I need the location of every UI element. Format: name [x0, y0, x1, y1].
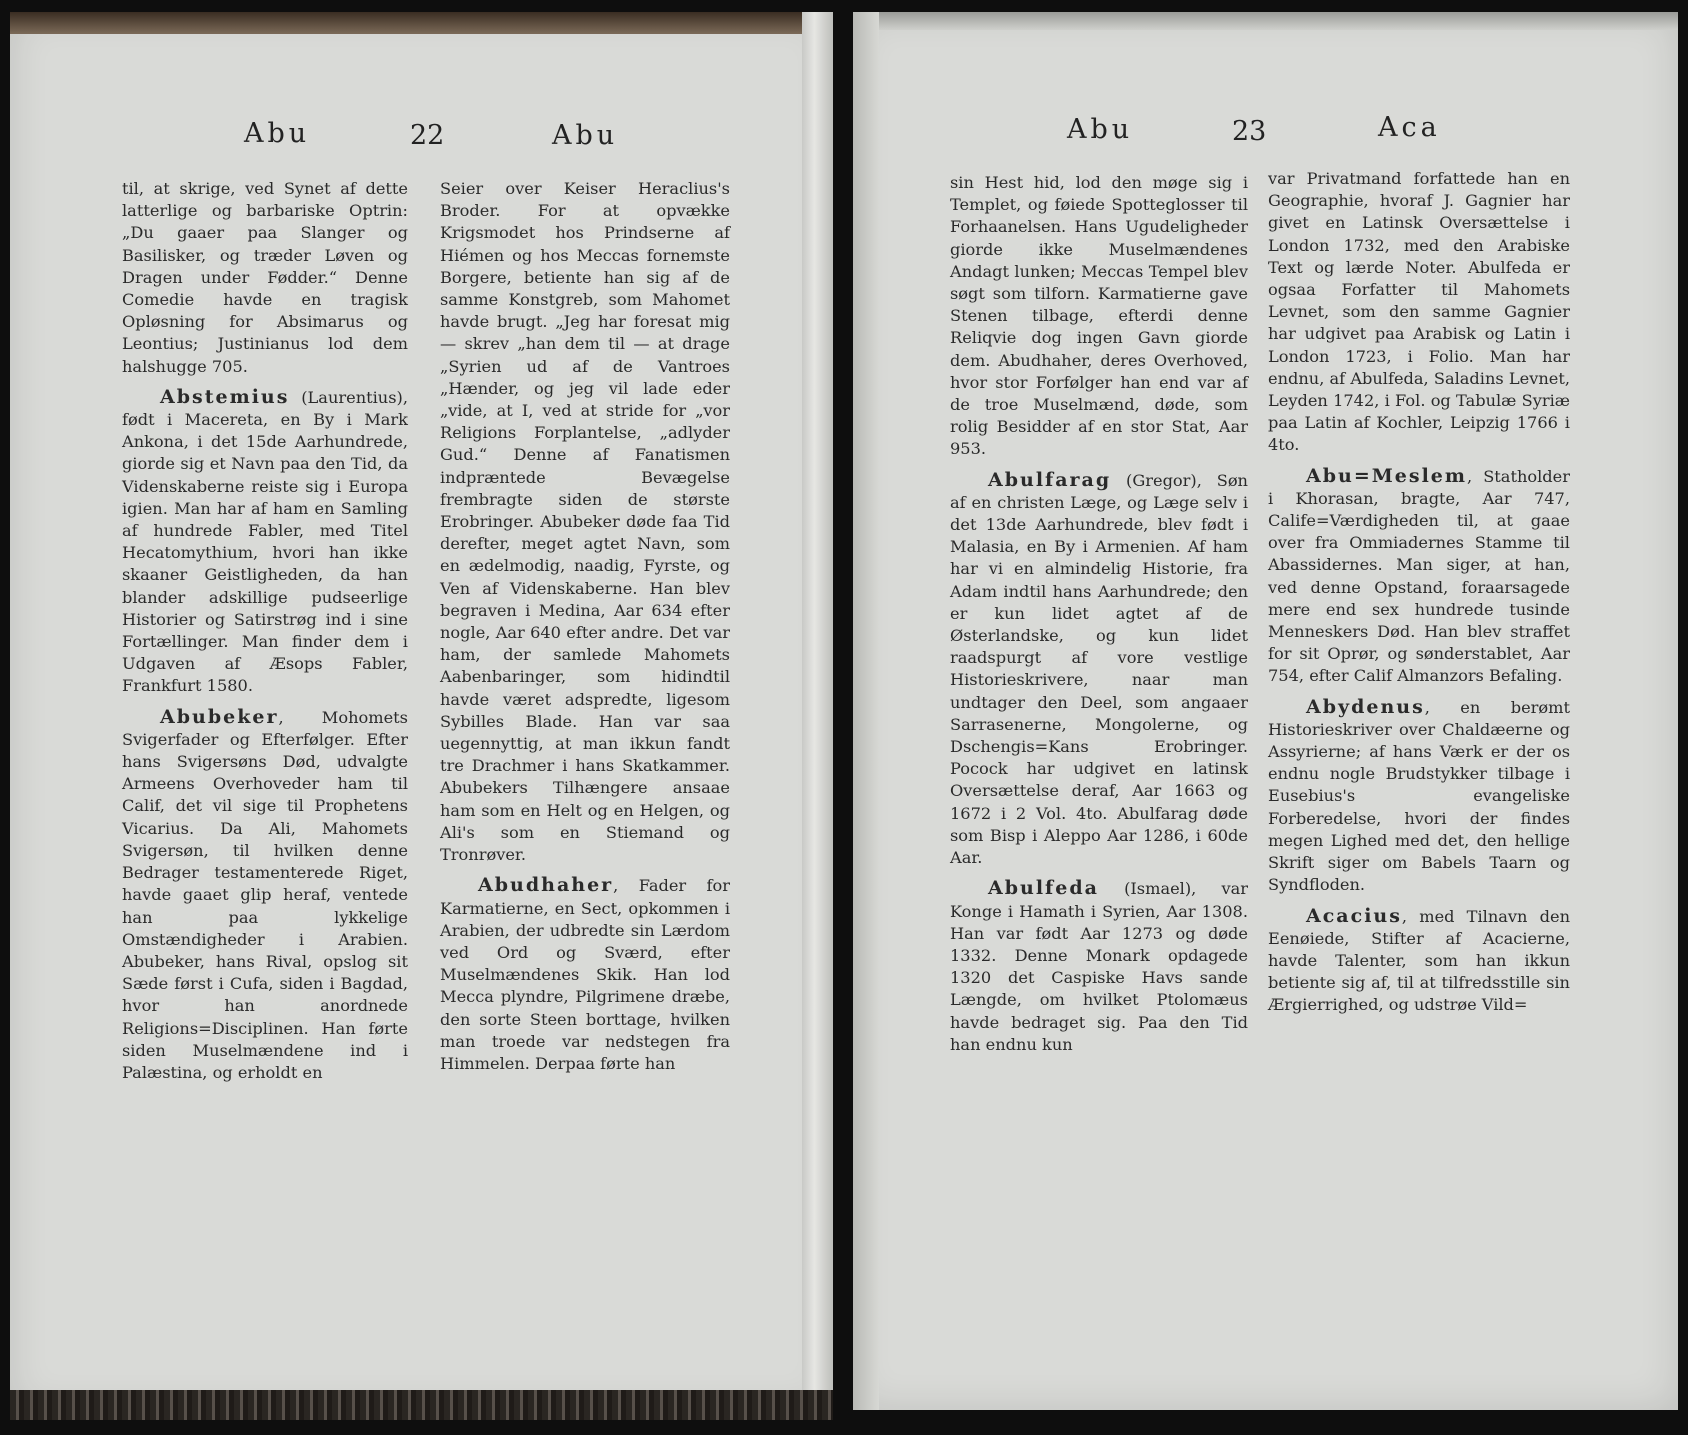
entry-headword: Abydenus	[1306, 695, 1425, 718]
left-page-bottom-edge	[10, 1390, 833, 1420]
left-running-header-left: Abu	[244, 118, 311, 149]
entry-text: sin Hest hid, lod den møge sig i Templet, og føiede Spotteglosser til Forhaanelsen. Hans Ugudeligheder giorde ikke Muselmændenes Andagt lunken; Meccas Tempel blev søgt som tilforn. Karmatierne gave Stenen tilbage, efterdi denne Reliqvie dog ingen Gavn giorde dem. Abudhaher, deres Overhoved, hvor stor Forfølger han end var af de troe Muselmænd, døde, som rolig Besidder af en stor Stat, Aar 953.	[950, 173, 1248, 459]
entry-headword: Abstemius	[160, 385, 290, 408]
entry-text: , Fader for Karmatierne, en Sect, opkommen i Arabien, der udbredte sin Lærdom ved Ord og Sværd, efter Muselmændenes Skik. Han lod Mecca plyndre, Pilgrimene dræbe, den sorte Steen borttage, hvilken man troede var nedstegen fra Himmelen. Derpaa førte han	[440, 876, 730, 1073]
left-running-header-right: Abu	[552, 120, 619, 151]
entry-headword: Abulfarag	[988, 468, 1112, 491]
entry-text: , med Tilnavn den Eenøiede, Stifter af Acacierne, havde Talenter, som han ikkun betiente sig af, til at tilfredsstille sin Ærgierrighed, og udstrøe Vild=	[1268, 906, 1570, 1015]
dictionary-entry	[1268, 465, 1570, 688]
entry-headword: Abu=Meslem	[1306, 464, 1467, 487]
continued-text	[950, 172, 1248, 461]
entry-text: til, at skrige, ved Synet af dette latterlige og barbariske Optrin: „Du gaaer paa Slanger og Basilisker, og træder Løven og Dragen under Fødder.“ Denne Comedie havde en tragisk Opløsning for Absimarus og Leontius; Justinianus lod dem halshugge 705.	[122, 179, 408, 376]
right-running-header-left: Abu	[1067, 114, 1134, 145]
dictionary-entry	[122, 706, 408, 1084]
entry-text: var Privatmand forfattede han en Geographie, hvoraf J. Gagnier har givet en Latinsk Oversættelse i London 1732, med den Arabiske Text og lærde Noter. Abulfeda er ogsaa Forfatter til Mahomets Levnet, som den samme Gagnier har udgivet paa Arabisk og Latin i London 1723, i Folio. Man har endnu, af Abulfeda, Saladins Levnet, Leyden 1742, i Fol. og Tabulæ Syriæ paa Latin af Kochler, Leipzig 1766 i 4to.	[1268, 169, 1570, 455]
dictionary-entry	[1268, 696, 1570, 897]
dictionary-entry	[122, 386, 408, 698]
entry-text: , Mohomets Svigerfader og Efterfølger. Efter hans Svigersøns Død, udvalgte Armeens Overhoveder ham til Calif, det vil sige til Prophetens Vicarius. Da Ali, Mahomets Svigersøn, til hvilken denne Bedrager testamenterede Riget, havde gaaet glip heraf, ventede han paa lykkelige Omstændigheder i Arabien. Abubeker, hans Rival, opslog sit Sæde først i Cufa, siden i Bagdad, hvor han anordnede Religions=Disciplinen. Han førte siden Muselmændene ind i Palæstina, og erholdt en	[122, 707, 408, 1082]
entry-headword: Abudhaher	[478, 874, 614, 897]
dictionary-entry	[440, 874, 730, 1075]
continued-text	[440, 178, 730, 866]
continued-text	[1268, 168, 1570, 457]
entry-headword: Abubeker	[160, 705, 279, 728]
right-running-header-right: Aca	[1378, 112, 1441, 143]
right-page-top-edge	[853, 12, 1678, 30]
left-page-spine-edge	[802, 12, 833, 1420]
entry-text: (Laurentius), født i Macereta, en By i Mark Ankona, i det 15de Aarhundrede, giorde sig et Navn paa den Tid, da Videnskaberne reiste sig i Europa igien. Man har af ham en Samling af hundrede Fabler, med Titel Hecatomythium, hvori han ikke skaaner Geistligheden, da han blander adskillige pudseerlige Historier og Satirstrøg ind i sine Fortællinger. Man finder dem i Udgaven af Æsops Fabler, Frankfurt 1580.	[122, 387, 408, 696]
dictionary-entry	[950, 469, 1248, 870]
entry-text: , en berømt Historieskriver over Chaldæerne og Assyrierne; af hans Værk er der os endnu nogle Brudstykker tilbage i Eusebius's evangeliske Forberedelse, hvori der findes megen Lighed med det, den hellige Skrift siger om Babels Taarn og Syndfloden.	[1268, 697, 1570, 895]
right-page-column-2	[1268, 168, 1570, 1025]
right-page-column-1	[950, 172, 1248, 1064]
entry-text: (Ismael), var Konge i Hamath i Syrien, Aar 1308. Han var født Aar 1273 og døde 1332. Denne Monark opdagede 1320 det Caspiske Havs sande Længde, om hvilket Ptolomæus havde bedraget sig. Paa den Tid han endnu kun	[950, 879, 1248, 1054]
left-page-top-edge	[10, 12, 833, 34]
dictionary-entry	[1268, 905, 1570, 1017]
dictionary-entry	[950, 877, 1248, 1056]
entry-headword: Abulfeda	[988, 877, 1099, 900]
left-page-column-1	[122, 178, 408, 1092]
entry-text: (Gregor), Søn af en christen Læge, og Læge selv i det 13de Aarhundrede, blev født i Malasia, en By i Armenien. Af ham har vi en almindelig Historie, fra Adam indtil hans Aarhundrede; den er kun lidet agtet af de Østerlandske, og kun lidet raadspurgt af vore vestlige Historieskrivere, naar man undtager den Deel, som angaaer Sarrasenerne, Mongolerne, og Dschengis=Kans Erobringer. Pocock har udgivet en latinsk Oversættelse deraf, Aar 1663 og 1672 i 2 Vol. 4to. Abulfarag døde som Bisp i Aleppo Aar 1286, i 60de Aar.	[950, 470, 1248, 868]
entry-headword: Acacius	[1306, 904, 1402, 927]
entry-text: Seier over Keiser Heraclius's Broder. For at opvække Krigsmodet hos Prindserne af Hiémen og hos Meccas fornemste Borgere, betiente han sig af de samme Konstgreb, som Mahomet havde brugt. „Jeg har foresat mig — skrev „han dem til — at drage „Syrien ud af de Vantroes „Hænder, og jeg vil lade eder „vide, at I, ved at stride for „vor Religions Forplantelse, „adlyder Gud.“ Denne af Fanatismen indpræntede Bevægelse frembragte siden de største Erobringer. Abubeker døde faa Tid derefter, meget agtet Navn, som en ædelmodig, naadig, Fyrste, og Ven af Videnskaberne. Han blev begraven i Medina, Aar 634 efter nogle, Aar 640 efter andre. Det var ham, der samlede Mahomets Aabenbaringer, som hidindtil havde været adspredte, ligesom Sybilles Blade. Han var saa uegennyttig, at man ikkun fandt tre Drachmer i hans Skatkammer. Abubekers Tilhængere ansaae ham som en Helt og en Helgen, og Ali's som en Stiemand og Tronrøver.	[440, 179, 730, 865]
entry-text: , Statholder i Khorasan, bragte, Aar 747, Calife=Værdigheden til, at gaae over fra Ommiadernes Stamme til Abassidernes. Man siger, at han, ved denne Opstand, foraarsagede mere end sex hundrede tusinde Menneskers Død. Han blev straffet for sit Oprør, og sønderstablet, Aar 754, efter Calif Almanzors Befaling.	[1268, 466, 1570, 686]
continued-text	[122, 178, 408, 378]
right-page-spine-edge	[853, 12, 879, 1410]
left-page-column-2	[440, 178, 730, 1083]
right-page-number: 23	[1232, 116, 1267, 147]
left-page-number: 22	[410, 120, 445, 151]
